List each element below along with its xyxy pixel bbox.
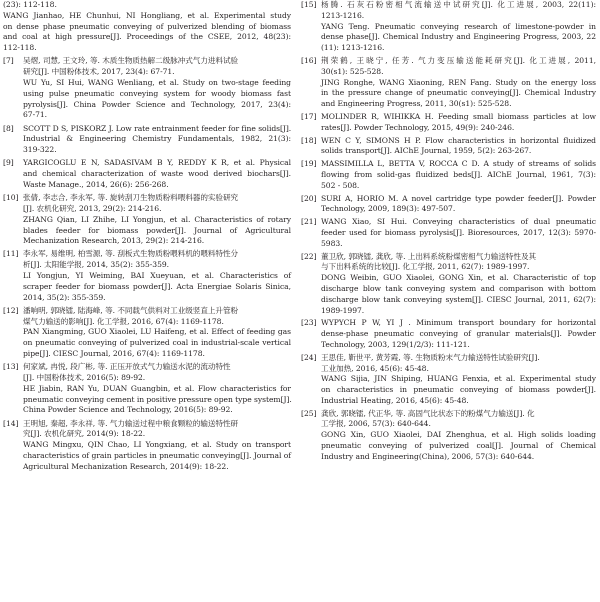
- reference-text: [321, 409, 596, 463]
- reference-line: pyrolysis[J]. China Powder Science and Technology, 2017, 23(4):: [23, 99, 291, 109]
- reference-line: (23): 112-118.: [3, 0, 57, 9]
- reference-number: [13]: [3, 362, 19, 372]
- reference-text: [321, 0, 596, 54]
- reference-entry: [301, 353, 596, 407]
- reference-line: discharge blow tank conveying system[J]. CIESC Journal, 2011, 62(7):: [321, 294, 596, 304]
- reference-column-right: [301, 0, 596, 602]
- reference-line: 1213-1216.: [321, 10, 365, 20]
- reference-line: MOLINDER R, WIHIKKA H. Feeding small biomass particles at low: [321, 111, 596, 121]
- reference-line: 工业加热, 2016, 45(6): 45-48.: [321, 363, 429, 373]
- reference-entry: [3, 193, 291, 247]
- reference-entry: [301, 252, 596, 317]
- reference-number: [19]: [301, 159, 317, 169]
- reference-line: 5983.: [321, 238, 343, 248]
- reference-line: feeder used for biomass pyrolysis[J]. Bioresources, 2017, 12(3): 5970-: [321, 227, 596, 237]
- reference-line: 67-71.: [23, 110, 48, 120]
- reference-entry: [301, 318, 596, 350]
- reference-line: WANG Mingxu, QIN Chao, LI Yongxiang, et al. Study on transport: [23, 440, 291, 450]
- reference-text: [23, 124, 291, 156]
- reference-line: on pneumatic conveying of pulverized coal in industrial-scale vertical: [23, 338, 291, 348]
- reference-entry: [301, 217, 596, 249]
- reference-line: 董卫欣, 郭晓镭, 龚欣, 等. 上出料系统粉煤密相气力输送特性及其: [321, 251, 537, 261]
- reference-number: [12]: [3, 305, 19, 315]
- reference-line: (11): 1213-1216.: [321, 43, 385, 53]
- reference-line: pipe[J]. CIESC Journal, 2016, 67(4): 1169-1178.: [23, 349, 205, 359]
- reference-text: [23, 249, 291, 303]
- reference-text: [321, 56, 596, 110]
- reference-line: using pulse pneumatic conveying system for woody biomass fast: [23, 88, 291, 98]
- reference-line: Industrial & Engineering Chemistry Fundamentals, 1982, 21(3):: [23, 134, 291, 144]
- reference-line: Waste Manage., 2014, 26(6): 256-268.: [23, 179, 169, 189]
- reference-number: [20]: [301, 193, 317, 203]
- reference-line: 319-322.: [23, 145, 57, 155]
- reference-text: [321, 112, 596, 134]
- reference-line: PAN Xiangming, GUO Xiaolei, LU Haifeng, et al. Effect of feeding gas: [23, 327, 291, 337]
- reference-line: Mechanization Research, 2013, 29(2): 214-216.: [23, 236, 205, 246]
- reference-number: [9]: [3, 158, 14, 168]
- reference-line: Industrial Heating, 2016, 45(6): 45-48.: [321, 395, 469, 405]
- reference-line: 王明旭, 秦超, 李永祥, 等. 气力输送过程中粮食颗粒的输送特性研: [23, 418, 239, 428]
- reference-line: 杨腾. 石灰石粉密相气流输送中试研究[J]. 化工进展, 2003, 22(11):: [321, 0, 596, 9]
- reference-line: LI Yongjun, YI Weiming, BAI Xueyuan, et al. Characteristics of: [23, 271, 291, 281]
- reference-text: [321, 252, 596, 317]
- reference-entry: [301, 136, 596, 158]
- reference-line: discharge blow tank conveying system and comparison with bottom: [321, 283, 596, 293]
- reference-number: [7]: [3, 56, 14, 66]
- reference-line: 112-118.: [3, 43, 37, 53]
- reference-line: SURI A, HORIO M. A novel cartridge type powder feeder[J]. Powder: [321, 193, 596, 203]
- reference-text: [23, 193, 291, 247]
- reference-line: rates[J]. Powder Technology, 2015, 49(9): 240-246.: [321, 122, 515, 132]
- reference-text: [321, 194, 596, 216]
- reference-line: 30(s1): 525-528.: [321, 66, 384, 76]
- reference-line: [J]. 农机化研究, 2013, 29(2): 214-216.: [23, 203, 162, 213]
- reference-line: dense-phase pneumatic conveying of granular materials[J]. Powder: [321, 329, 596, 339]
- reference-entry: [3, 158, 291, 190]
- reference-line: WANG Jianhao, HE Chunhui, NI Hongliang, et al. Experimental study: [3, 10, 291, 20]
- reference-number: [10]: [3, 193, 19, 203]
- reference-entry: [301, 409, 596, 463]
- reference-line: 王思佳, 靳世平, 黄芳霞, 等. 生物质粉末气力输送特性试验研究[J].: [321, 352, 540, 362]
- reference-line: MASSIMILLA L, BETTA V, ROCCA C D. A study of streams of solids: [321, 159, 596, 169]
- reference-line: solids transport[J]. AIChE Journal, 1959, 5(2): 263-267.: [321, 146, 532, 156]
- reference-line: YANG Teng. Pneumatic conveying research of limestone-powder in: [321, 21, 596, 31]
- reference-line: 工学报, 2006, 57(3): 640-644.: [321, 419, 431, 429]
- reference-line: and coal at high pressure[J]. Proceedings of the CSEE, 2012, 48(23):: [3, 32, 291, 42]
- reference-line: 龚欣, 郭晓镭, 代正华, 等. 高固气比状态下的粉煤气力输送[J]. 化: [321, 408, 535, 418]
- reference-line: Agricultural Mechanization Research, 2014(9): 18-22.: [23, 461, 229, 471]
- reference-line: HE Jiabin, RAN Yu, DUAN Guangbin, et al. Flow characteristics for: [23, 383, 291, 393]
- reference-number: [8]: [3, 123, 14, 133]
- reference-line: Technology, 2003, 129(1/2/3): 111-121.: [321, 339, 470, 349]
- reference-line: and chemical characterization of waste wood derived biochars[J].: [23, 169, 291, 179]
- reference-line: pneumatic conveying cement in positive pressure open type system[J].: [23, 394, 292, 404]
- reference-line: scraper feeder for biomass powder[J]. Acta Energiae Solaris Sinica,: [23, 281, 291, 291]
- reference-line: YARGICOGLU E N, SADASIVAM B Y, REDDY K R, et al. Physical: [23, 158, 291, 168]
- reference-entry: [3, 249, 291, 303]
- reference-line: 2014, 35(2): 355-359.: [23, 292, 106, 302]
- reference-text: [321, 159, 596, 191]
- reference-entry: [301, 112, 596, 134]
- reference-text: [321, 318, 596, 350]
- reference-column-left: [3, 0, 291, 602]
- reference-text: [23, 419, 291, 473]
- reference-line: blades feeder for biomass powder[J]. Journal of Agricultural: [23, 225, 291, 235]
- reference-line: 研究[J]. 中国粉体技术, 2017, 23(4): 67-71.: [23, 67, 175, 77]
- reference-line: WANG Sijia, JIN Shiping, HUANG Fenxia, et al. Experimental study: [321, 374, 596, 384]
- reference-line: 张倩, 李志合, 李永军, 等. 旋转刮刀生物质粉料喂料器的实验研究: [23, 193, 239, 203]
- reference-line: GONG Xin, GUO Xiaolei, DAI Zhenghua, et al. High solids loading: [321, 430, 596, 440]
- reference-number: [15]: [301, 0, 317, 9]
- reference-text: [321, 353, 596, 407]
- reference-text: [321, 217, 596, 249]
- reference-line: WANG Xiao, SI Hui. Conveying characteristics of dual pneumatic: [321, 217, 596, 227]
- reference-line: Industry and Engineering(China), 2006, 57(3): 640-644.: [321, 451, 535, 461]
- reference-line: characteristics of grain particles in pneumatic conveying[J]. Journal of: [23, 451, 291, 460]
- reference-entry: [3, 0, 291, 54]
- reference-line: WU Yu, SI Hui, WANG Wenliang, et al. Study on two-stage feeding: [23, 77, 291, 87]
- reference-line: JING Ronghe, WANG Xiaoning, REN Fang. Study on the energy loss: [321, 77, 596, 87]
- reference-line: 1989-1997.: [321, 305, 365, 315]
- reference-line: 502 - 508.: [321, 180, 360, 190]
- reference-entry: [301, 56, 596, 110]
- reference-text: [23, 306, 291, 360]
- reference-number: [11]: [3, 249, 19, 259]
- reference-number: [22]: [301, 251, 317, 261]
- reference-entry: [3, 124, 291, 156]
- reference-text: [23, 362, 291, 416]
- reference-text: [23, 158, 291, 190]
- reference-line: 析[J]. 太阳能学报, 2014, 35(2): 355-359.: [23, 260, 169, 270]
- reference-text: [3, 0, 291, 54]
- reference-entry: [301, 0, 596, 54]
- reference-entry: [3, 362, 291, 416]
- reference-line: 与下出料系统的比较[J]. 化工学报, 2011, 62(7): 1989-1997.: [321, 262, 530, 272]
- reference-line: China Powder Science and Technology, 2016(5): 89-92.: [23, 405, 233, 415]
- reference-entry: [301, 194, 596, 216]
- reference-number: [16]: [301, 55, 317, 65]
- reference-line: dense phase[J]. Chemical Industry and Engineering Progress, 2003, 22: [321, 32, 596, 42]
- reference-entry: [3, 56, 291, 121]
- reference-number: [14]: [3, 418, 19, 428]
- reference-entry: [3, 419, 291, 473]
- reference-line: 吴熠, 司慧, 王文玲, 等. 木质生物质热解二级脉冲式气力进料试验: [23, 56, 239, 66]
- reference-line: 李永军, 易维明, 柏雪源, 等. 刮板式生物质粉喂料机的喂料特性分: [23, 249, 239, 259]
- reference-line: ZHANG Qian, LI Zhihe, LI Yongjun, et al. Characteristics of rotary: [23, 214, 291, 224]
- reference-line: flowing from solid-gas fluidized beds[J]. AIChE Journal, 1961, 7(3):: [321, 169, 596, 179]
- reference-line: WEN C Y, SIMONS H P. Flow characteristics in horizontal fluidized: [321, 135, 596, 145]
- reference-line: Technology, 2009, 189(3): 497-507.: [321, 204, 456, 214]
- reference-line: in the pressure change of pneumatic conveying[J]. Chemical Industry: [321, 88, 596, 98]
- reference-line: SCOTT D S, PISKORZ J. Low rate entrainment feeder for fine solids[J].: [23, 123, 292, 133]
- reference-line: on characteristics in pneumatic conveying of biomass powder[J].: [321, 385, 596, 395]
- reference-line: 潘响明, 郭晓镭, 陆海峰, 等. 不同载气供料对工业级竖直上升管粉: [23, 305, 239, 315]
- reference-line: WYPYCH P W, YI J . Minimum transport boundary for horizontal: [321, 318, 596, 328]
- reference-line: [J]. 中国粉体技术, 2016(5): 89-92.: [23, 373, 146, 383]
- reference-line: pneumatic conveying of pulverized coal[J]. Journal of Chemical: [321, 441, 596, 451]
- reference-text: [23, 56, 291, 121]
- reference-line: DONG Weibin, GUO Xiaolei, GONG Xin, et al. Characteristic of top: [321, 273, 596, 283]
- reference-line: 何家斌, 冉悦, 段广彬, 等. 正压开放式气力输送水泥的流动特性: [23, 362, 231, 372]
- reference-number: [17]: [301, 111, 317, 121]
- reference-number: [23]: [301, 318, 317, 328]
- reference-entry: [301, 159, 596, 191]
- reference-line: on dense phase pneumatic conveying of pulverized blending of biomass: [3, 21, 291, 31]
- reference-entry: [3, 306, 291, 360]
- reference-text: [321, 136, 596, 158]
- reference-number: [18]: [301, 135, 317, 145]
- reference-line: 荆荣鹤, 王晓宁, 任芳. 气力变压输送能耗研究[J]. 化工进展, 2011,: [321, 55, 596, 65]
- reference-number: [24]: [301, 352, 317, 362]
- reference-number: [21]: [301, 217, 317, 227]
- reference-line: and Engineering Progress, 2011, 30(s1): 525-528.: [321, 99, 512, 109]
- reference-line: 煤气力输送的影响[J]. 化工学报, 2016, 67(4): 1169-1178.: [23, 316, 224, 326]
- reference-number: [25]: [301, 408, 317, 418]
- reference-line: 究[J]. 农机化研究, 2014(9): 18-22.: [23, 429, 146, 439]
